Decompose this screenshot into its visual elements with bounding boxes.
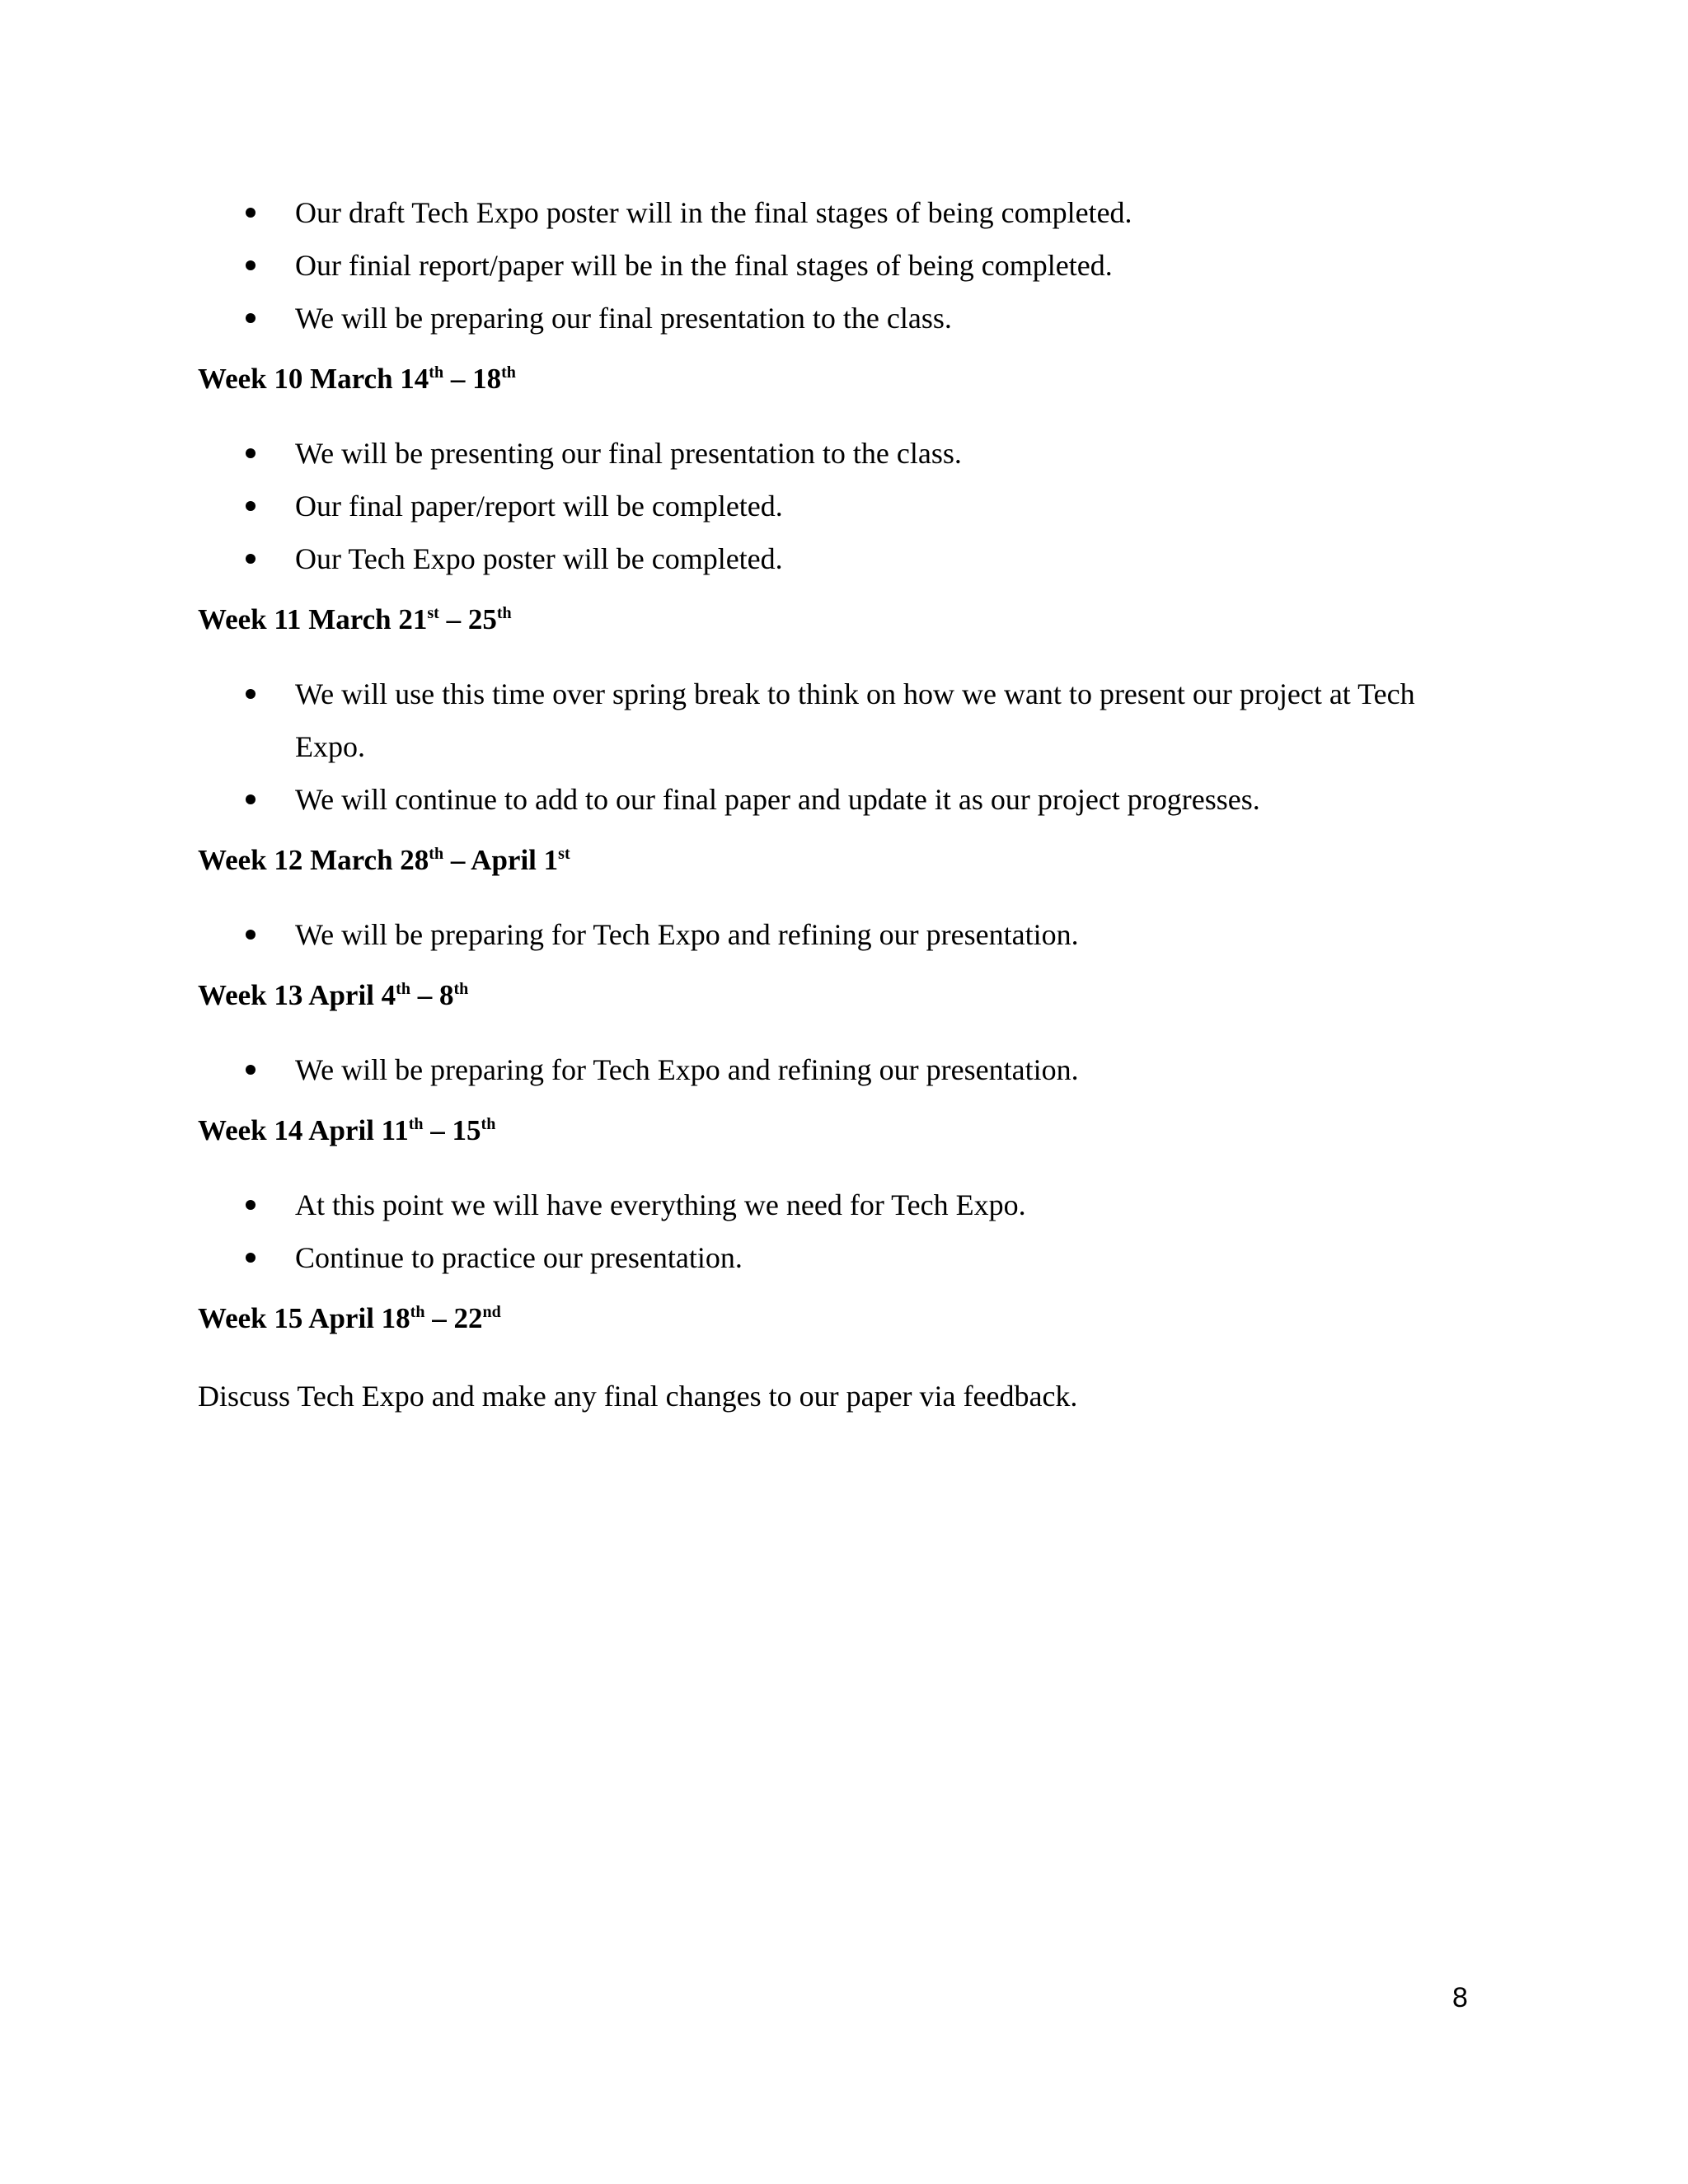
week-13-heading: Week 13 April 4th – 8th: [198, 979, 469, 1011]
week-14-bullets: [198, 1179, 1467, 1284]
page-number: 8: [1452, 1982, 1468, 2013]
list-item-text: Our draft Tech Expo poster will in the final stages of being completed.: [295, 196, 1132, 229]
list-item: [198, 186, 1467, 239]
list-item-text: At this point we will have everything we need for Tech Expo.: [295, 1188, 1026, 1221]
bullet-icon: [246, 689, 256, 699]
closing-paragraph: Discuss Tech Expo and make any final changes to our paper via feedback.: [198, 1380, 1078, 1413]
bullet-icon: [246, 208, 256, 218]
bullet-icon: [246, 313, 256, 323]
bullet-icon: [246, 448, 256, 458]
list-item-text: Our Tech Expo poster will be completed.: [295, 542, 783, 575]
list-item: [198, 908, 1467, 961]
list-item: [198, 1179, 1467, 1231]
list-item: [198, 239, 1467, 292]
list-item-text: We will be preparing our final presentation to the class.: [295, 302, 952, 335]
list-item: [198, 427, 1467, 480]
week-14-heading: Week 14 April 11th – 15th: [198, 1114, 496, 1146]
list-item: [198, 773, 1467, 826]
bullet-icon: [246, 554, 256, 564]
list-item: [198, 532, 1467, 585]
week-13-bullets: [198, 1043, 1467, 1096]
list-item-text: Our finial report/paper will be in the final stages of being completed.: [295, 249, 1113, 282]
week-11-heading: Week 11 March 21st – 25th: [198, 603, 512, 635]
list-item-text: We will use this time over spring break to think on how we want to present our project at Tech Expo.: [295, 677, 1415, 763]
bullet-icon: [246, 1065, 256, 1075]
bullet-icon: [246, 1200, 256, 1210]
week-12-heading: Week 12 March 28th – April 1st: [198, 844, 570, 876]
week-11-bullets: [198, 668, 1467, 826]
list-item-text: We will continue to add to our final paper and update it as our project progresses.: [295, 783, 1260, 816]
week-12-bullets: [198, 908, 1467, 961]
list-item-text: We will be preparing for Tech Expo and refining our presentation.: [295, 1053, 1079, 1086]
week-15-heading: Week 15 April 18th – 22nd: [198, 1302, 501, 1334]
bullet-icon: [246, 930, 256, 940]
list-item: [198, 1231, 1467, 1284]
bullet-list-intro: [198, 186, 1467, 344]
bullet-icon: [246, 794, 256, 804]
list-item: [198, 1043, 1467, 1096]
list-item-text: We will be presenting our final presentation to the class.: [295, 437, 962, 470]
list-item: [198, 292, 1467, 344]
bullet-icon: [246, 501, 256, 511]
bullet-icon: [246, 1253, 256, 1263]
list-item: [198, 668, 1467, 773]
list-item-text: Our final paper/report will be completed.: [295, 490, 783, 523]
list-item-text: We will be preparing for Tech Expo and refining our presentation.: [295, 918, 1079, 951]
bullet-icon: [246, 260, 256, 270]
document-content: [198, 186, 1467, 1413]
week-10-bullets: [198, 427, 1467, 585]
week-10-heading: Week 10 March 14th – 18th: [198, 363, 516, 395]
list-item: [198, 480, 1467, 532]
list-item-text: Continue to practice our presentation.: [295, 1241, 743, 1274]
